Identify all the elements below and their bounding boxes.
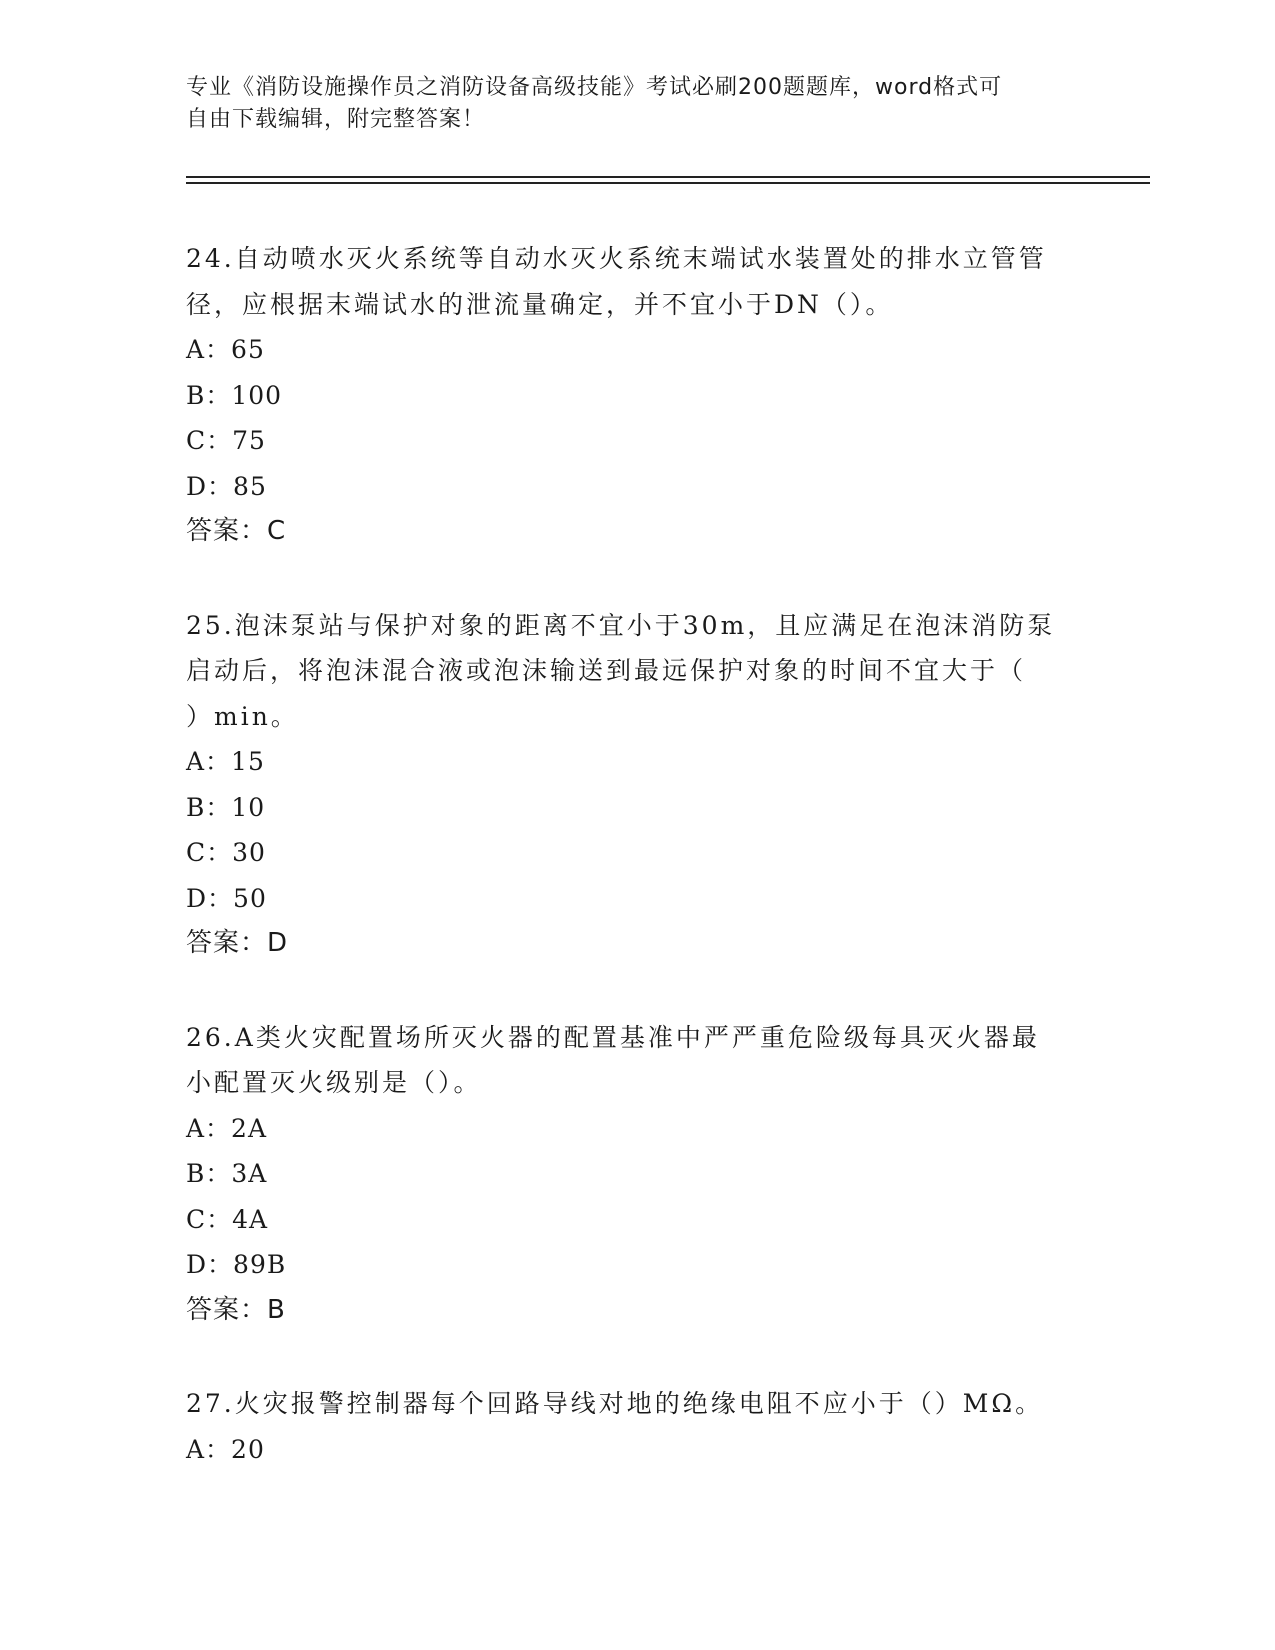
question-stem-line: 小配置灭火级别是（）。	[186, 1068, 482, 1097]
question-list	[186, 236, 1086, 1520]
option-b: B：100	[186, 380, 283, 410]
question-stem-line: ）min。	[186, 701, 299, 731]
option-b: B：3A	[186, 1159, 268, 1188]
header-divider-top	[186, 176, 1150, 178]
question-stem-line: 24.自动喷水灭火系统等自动水灭火系统末端试水装置处的排水立管管	[186, 244, 1047, 273]
option-d: D：50	[186, 883, 267, 913]
question-item	[186, 1381, 1086, 1472]
header-divider-bottom	[186, 182, 1150, 184]
option-a: A：65	[186, 335, 265, 364]
header-line-2: 自由下载编辑，附完整答案！	[186, 107, 486, 132]
question-item	[186, 1015, 1086, 1334]
option-d: D：85	[186, 471, 267, 501]
option-b: B：10	[186, 792, 266, 822]
question-stem-line: 25.泡沫泵站与保护对象的距离不宜小于30m，且应满足在泡沫消防泵	[186, 610, 1056, 640]
header-line-1: 专业《消防设施操作员之消防设备高级技能》考试必刷200题题库，word格式可	[186, 75, 1003, 100]
answer: 答案：C	[186, 516, 287, 546]
option-c: C：75	[186, 426, 266, 455]
option-d: D：89B	[186, 1250, 287, 1279]
question-stem-line: 27.火灾报警控制器每个回路导线对地的绝缘电阻不应小于（）MΩ。	[186, 1389, 1044, 1418]
document-header	[186, 72, 1066, 136]
option-c: C：4A	[186, 1204, 269, 1234]
question-item	[186, 236, 1086, 555]
question-item	[186, 603, 1086, 967]
answer: 答案：B	[186, 1294, 286, 1325]
option-a: A：15	[186, 747, 265, 776]
option-c: C：30	[186, 838, 266, 867]
option-a: A：2A	[186, 1113, 268, 1143]
question-stem-line: 26.A类火灾配置场所灭火器的配置基准中严严重危险级每具灭火器最	[186, 1022, 1040, 1052]
option-a: A：20	[186, 1434, 265, 1464]
question-stem-line: 启动后，将泡沫混合液或泡沫输送到最远保护对象的时间不宜大于（	[186, 656, 1027, 685]
question-stem-line: 径，应根据末端试水的泄流量确定，并不宜小于DN（）。	[186, 289, 894, 319]
answer: 答案：D	[186, 928, 289, 958]
